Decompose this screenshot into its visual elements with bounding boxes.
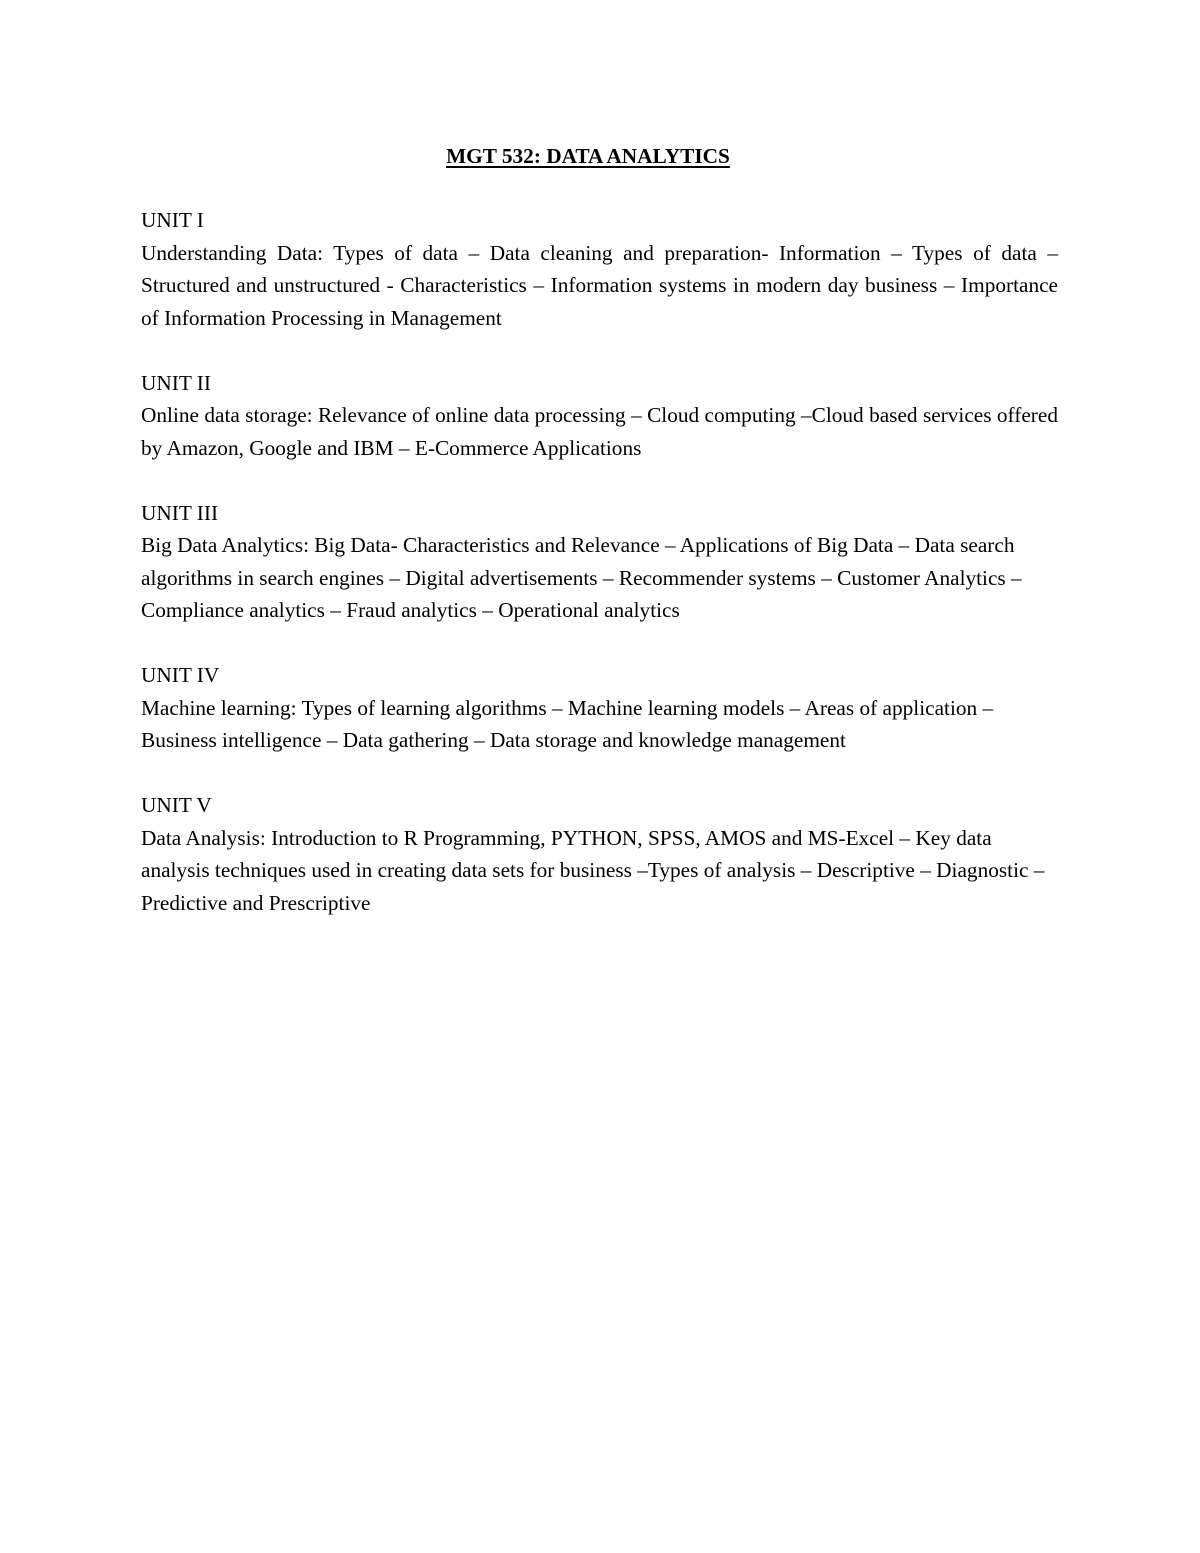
- unit-description: Data Analysis: Introduction to R Programming, PYTHON, SPSS, AMOS and MS-Excel – Key data analysis techniques used in creating data sets for business –Types of analysis – Descriptive – Diagnostic – Predictive and Prescriptive: [141, 825, 1045, 915]
- document-title: MGT 532: DATA ANALYTICS: [446, 144, 730, 168]
- unit-section-5: [141, 789, 1058, 919]
- unit-heading: UNIT IV: [141, 663, 220, 687]
- unit-heading: UNIT I: [141, 208, 204, 232]
- unit-description: Online data storage: Relevance of online data processing – Cloud computing –Cloud based services offered by Amazon, Google and IBM – E-Commerce Applications: [141, 403, 1058, 460]
- unit-section-2: [141, 367, 1058, 465]
- unit-heading: UNIT V: [141, 793, 212, 817]
- unit-section-1: [141, 204, 1058, 334]
- unit-description: Big Data Analytics: Big Data- Characteristics and Relevance – Applications of Big Data – Data search algorithms in search engines – Digital advertisements – Recommender systems – Customer Analytics – Compliance analytics – Fraud analytics – Operational analytics: [141, 533, 1022, 622]
- unit-section-3: [141, 497, 1058, 627]
- unit-heading: UNIT II: [141, 370, 211, 395]
- unit-heading: UNIT III: [141, 500, 219, 525]
- unit-section-4: [141, 659, 1058, 757]
- units-list: [141, 204, 1058, 952]
- unit-description: Understanding Data: Types of data – Data cleaning and preparation- Information – Types of data – Structured and unstructured - Characteristics – Information systems in modern day business – Importance of Information Processing in Management: [141, 240, 1058, 330]
- unit-description: Machine learning: Types of learning algorithms – Machine learning models – Areas of application – Business intelligence – Data gathering – Data storage and knowledge management: [141, 695, 994, 752]
